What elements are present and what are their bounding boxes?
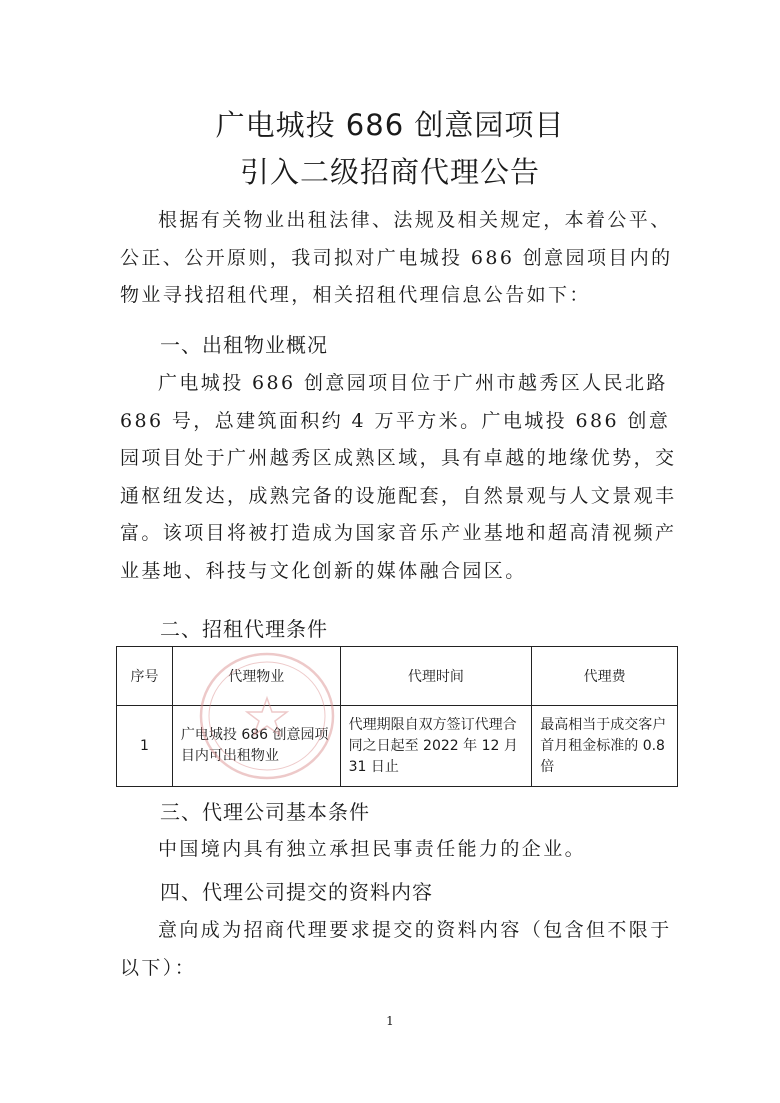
- table-cell-period: 代理期限自双方签订代理合同之日起至 2022 年 12 月 31 日止: [340, 706, 532, 787]
- table-header-cell: 代理时间: [340, 647, 532, 706]
- intro-paragraph: 根据有关物业出租法律、法规及相关规定，本着公平、公正、公开原则，我司拟对广电城投 686 创意园项目内的物业寻找招租代理，相关招租代理信息公告如下：: [120, 209, 673, 306]
- table-header-row: [117, 647, 678, 706]
- page-number: 1: [386, 1014, 394, 1028]
- agency-conditions-table: [116, 646, 678, 787]
- document-title-line2: 引入二级招商代理公告: [239, 155, 540, 189]
- table-header-cell: 代理物业: [172, 647, 340, 706]
- document-title-line1: 广电城投 686 创意园项目: [215, 108, 565, 142]
- table-row: [117, 706, 678, 787]
- table-cell-fee: 最高相当于成交客户首月租金标准的 0.8 倍: [532, 706, 678, 787]
- section3-heading: 三、代理公司基本条件: [160, 800, 370, 824]
- table-header-cell: 序号: [117, 647, 173, 706]
- table-cell-index: 1: [117, 706, 173, 787]
- table-header-cell: 代理费: [532, 647, 678, 706]
- section1-heading: 一、出租物业概况: [160, 333, 328, 357]
- section1-body: 广电城投 686 创意园项目位于广州市越秀区人民北路 686 号，总建筑面积约 4 万平方米。广电城投 686 创意园项目处于广州越秀区成熟区域，具有卓越的地缘优势，交通枢纽发达，成熟完备的设施配套，自然景观与人文景观丰富。该项目将被打造成为国家音乐产业基地和超高清视频产业基地、科技与文化创新的媒体融合园区。: [120, 372, 677, 582]
- section4-body: 意向成为招商代理要求提交的资料内容（包含但不限于以下）：: [120, 919, 672, 979]
- section4-heading: 四、代理公司提交的资料内容: [160, 880, 433, 904]
- section3-body: 中国境内具有独立承担民事责任能力的企业。: [158, 838, 587, 860]
- table-cell-property: 广电城投 686 创意园项目内可出租物业: [172, 706, 340, 787]
- section2-heading: 二、招租代理条件: [160, 617, 328, 641]
